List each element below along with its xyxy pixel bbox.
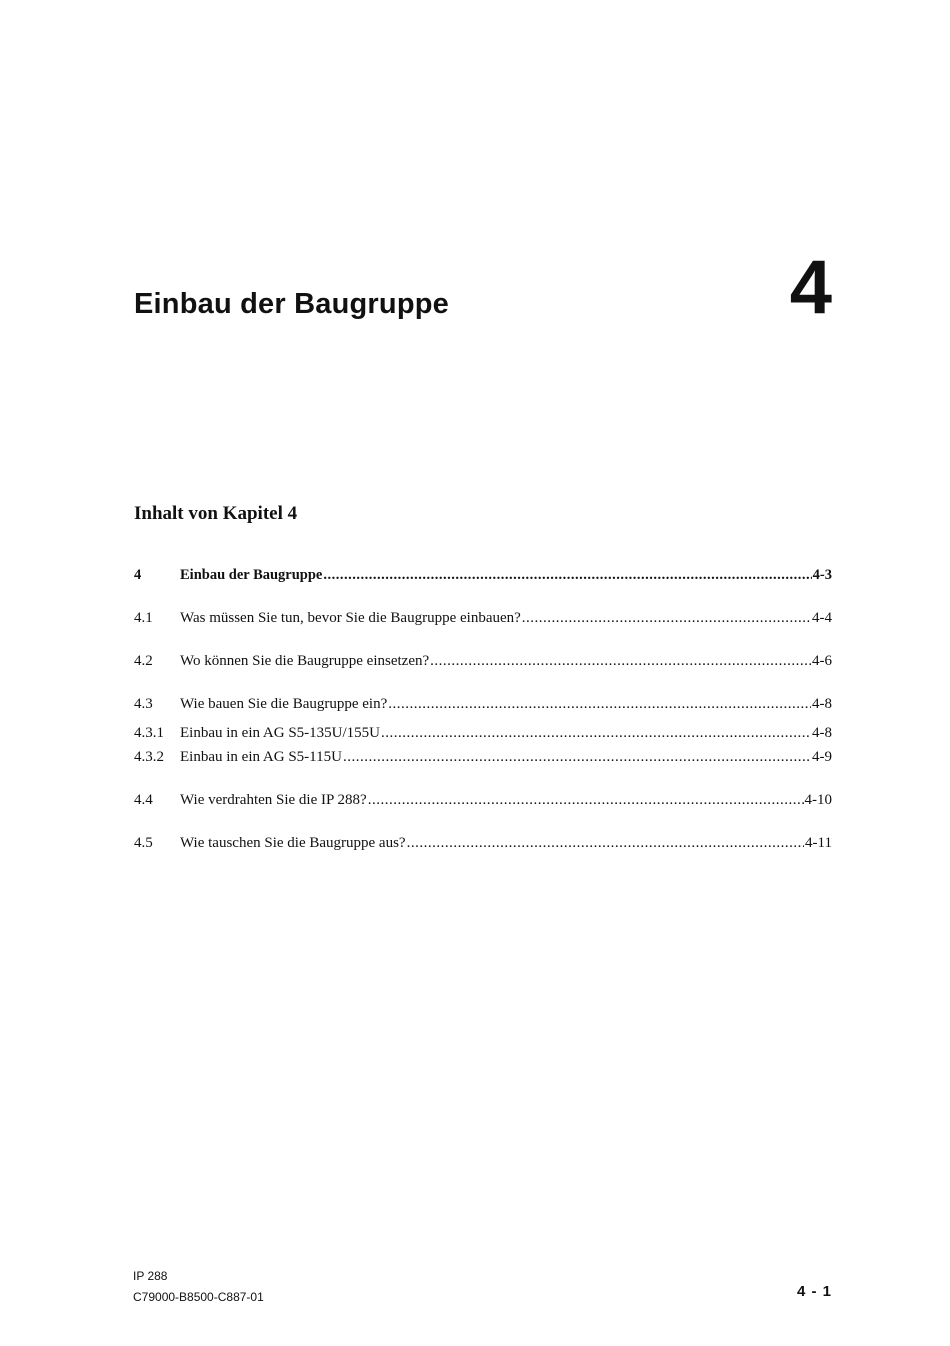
toc-dot-leader bbox=[381, 725, 811, 742]
toc-entry-4-3-2[interactable] bbox=[134, 749, 832, 769]
toc-entry-title: Einbau in ein AG S5-135U/155U bbox=[180, 725, 380, 741]
toc-entry-page: 4-8 bbox=[812, 696, 832, 712]
toc-entry-page: 4-8 bbox=[812, 725, 832, 741]
toc-entry-page: 4-10 bbox=[804, 792, 832, 808]
toc-dot-leader bbox=[343, 749, 811, 766]
toc-entry-number: 4.3 bbox=[134, 696, 153, 712]
toc-entry-title: Wie bauen Sie die Baugruppe ein? bbox=[180, 696, 388, 712]
chapter-number: 4 bbox=[789, 245, 832, 330]
toc-entry-4-5[interactable] bbox=[134, 835, 832, 855]
toc-entry-4-2[interactable] bbox=[134, 653, 832, 673]
toc-entry-4-3-1[interactable] bbox=[134, 725, 832, 745]
toc-entry-number: 4.4 bbox=[134, 792, 153, 808]
toc-entry-4[interactable] bbox=[134, 567, 832, 587]
toc-entry-title: Wo können Sie die Baugruppe einsetzen? bbox=[180, 653, 430, 669]
toc-dot-leader bbox=[368, 792, 804, 809]
toc-entry-page: 4-9 bbox=[812, 749, 832, 765]
toc-entry-title: Was müssen Sie tun, bevor Sie die Baugruppe einbauen? bbox=[180, 610, 521, 626]
toc-entry-page: 4-4 bbox=[812, 610, 832, 626]
chapter-title: Einbau der Baugruppe bbox=[134, 288, 449, 320]
toc-entry-4-4[interactable] bbox=[134, 792, 832, 812]
toc-entry-4-1[interactable] bbox=[134, 610, 832, 630]
toc-entry-number: 4.2 bbox=[134, 653, 153, 669]
toc-entry-page: 4-6 bbox=[812, 653, 832, 669]
footer-document-info bbox=[133, 1266, 264, 1308]
toc-entry-number: 4.3.1 bbox=[134, 725, 164, 741]
toc-entry-page: 4-11 bbox=[805, 835, 832, 851]
toc-entry-number: 4.1 bbox=[134, 610, 153, 626]
toc-entry-title: Einbau der Baugruppe bbox=[180, 567, 323, 583]
footer-order-number: C79000-B8500-C887-01 bbox=[133, 1290, 264, 1304]
toc-dot-leader bbox=[323, 567, 811, 584]
toc-entry-title: Wie verdrahten Sie die IP 288? bbox=[180, 792, 367, 808]
toc-entry-title: Wie tauschen Sie die Baugruppe aus? bbox=[180, 835, 406, 851]
footer-product: IP 288 bbox=[133, 1269, 168, 1283]
toc-dot-leader bbox=[407, 835, 804, 852]
toc-heading: Inhalt von Kapitel 4 bbox=[134, 503, 298, 524]
toc-entry-number: 4.5 bbox=[134, 835, 153, 851]
toc-entry-number: 4.3.2 bbox=[134, 749, 164, 765]
toc-entry-4-3[interactable] bbox=[134, 696, 832, 716]
footer-page-number: 4 - 1 bbox=[796, 1283, 832, 1300]
toc-dot-leader bbox=[522, 610, 811, 627]
toc-entry-number: 4 bbox=[134, 567, 142, 583]
toc-entry-page: 4-3 bbox=[812, 567, 832, 583]
toc-dot-leader bbox=[430, 653, 811, 670]
toc-dot-leader bbox=[388, 696, 811, 713]
toc-entry-title: Einbau in ein AG S5-115U bbox=[180, 749, 342, 765]
